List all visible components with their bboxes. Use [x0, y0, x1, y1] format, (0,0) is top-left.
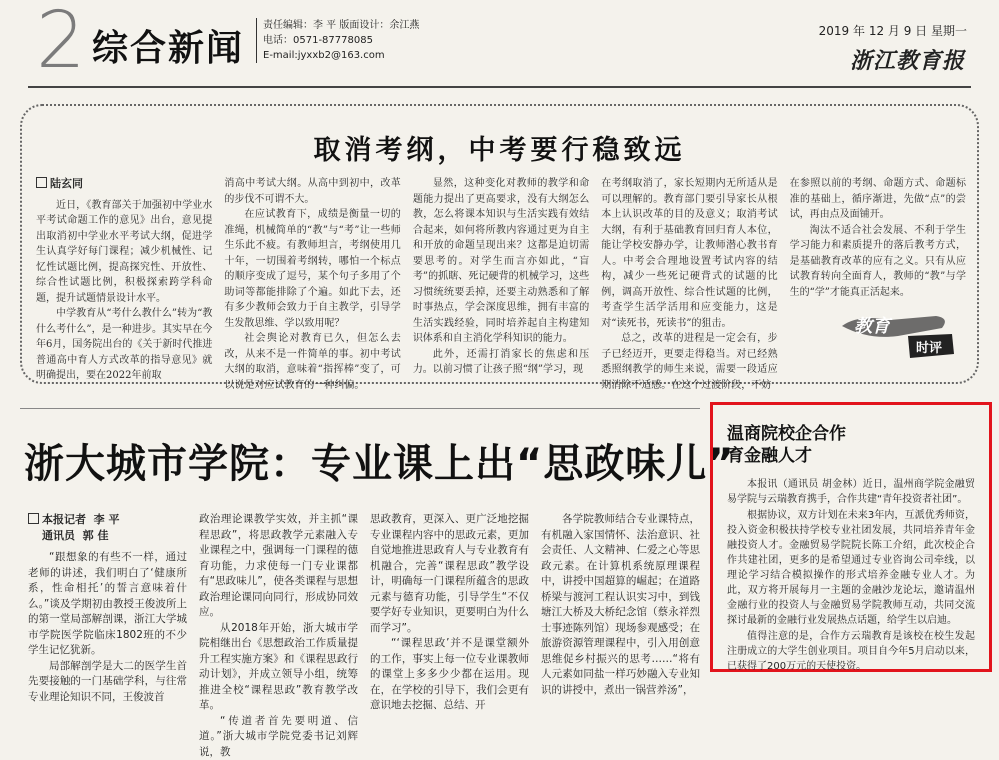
logo-small-text: 时评 [916, 340, 942, 356]
paragraph: 政治理论课教学实效，并主抓“课程思政”，将思政教学元素融入专业课程之中，强调每一门课程的德育功能，力求使每一门专业课都有“思政味儿”，使各类课程与思想政治理论课同向同行，形成协同效应。 [199, 512, 358, 621]
feature-column-1 [28, 512, 187, 679]
logo-big-text: 教育 [854, 316, 893, 337]
email-line: E-mail:jyxxb2@163.com [263, 48, 419, 63]
feature-body [28, 512, 700, 679]
feature-column-2 [199, 512, 358, 679]
paragraph: 在考纲取消了，家长短期内无所适从是可以理解的。教育部门要引导家长从根本上认识改革的目的及意义；取消考试大纲，有利于基础教育回归育人本位，能让学校安静办学，让教师潜心教书育人。中考会合理地设置考试内容的结构，减少一些死记硬背式的试题的比例，调高开放性、综合性试题的比例，考查学生活学活用和应变能力，这是对“读死书，死读书”的狙击。 [601, 176, 777, 331]
phone-line: 电话：0571-87778085 [263, 33, 419, 48]
paragraph: 思政教育，更深入、更广泛地挖掘专业课程内容中的思政元素，更加自觉地推进思政育人与专业教育有机融合，完善“课程思政”教学设计，明确每一门课程所蕴含的思政元素与德育功能，引导学生“不仅要学好专业知识，更要明白为什么而学习”。 [370, 512, 529, 636]
contributor-label: 通讯员 [42, 529, 75, 542]
editorial-column-1 [36, 176, 212, 372]
page-number: 2 [36, 2, 86, 80]
section-title: 综合新闻 [92, 20, 244, 71]
paragraph: 根据协议，双方计划在未来3年内，互派优秀师资，投入资金积极扶持学校专业社团发展，共同培养青年金融投资人才。金融贸易学院院长陈工介绍，此次校企合作共建社团，更多的是希望通过专业咨询公司牵线，以理论学习结合模拟操作的形式培养金融专业人才。为此，双方将开展每月一主题的金融沙龙论坛，邀请温州金融行业的投资人与金融贸易学院教师互动，共同交流探讨最新的金融行业发展热点话题，给学生以启迪。 [727, 508, 975, 628]
paragraph: 在参照以前的考纲、命题方式、命题标准的基础上，循序渐进，先做“点”的尝试，再由点及面铺开。 [790, 176, 966, 223]
editorial-column-4 [601, 176, 777, 372]
paragraph: 从2018年开始，浙大城市学院相继出台《思想政治工作质量提升工程实施方案》和《课程思政行动计划》，并成立领导小组，统筹推进全校“课程思政”教育教学改革。 [199, 621, 358, 714]
editorial-title: 取消考纲，中考要行稳致远 [0, 128, 999, 167]
paragraph: 显然，这种变化对教师的教学和命题能力提出了更高要求，没有大纲怎么教，怎么将课本知识与生活实践有效结合起来，如何将所教内容通过更为自主和开放的命题呈现出来？这都是迫切需要思考的。对学生而言亦如此，“盲考”的抓瞎、死记硬背的机械学习，这些习惯统统要丢掉，还要主动熟悉和了解时事热点，学会深度思维，拥有丰富的生活实践经验，同时培养起自主构建知识体系和自主消化学科知识的能力。 [413, 176, 589, 347]
side-article-body [727, 477, 975, 674]
paragraph: “‘课程思政’并不是课堂额外的工作，事实上每一位专业课教师的课堂上多多少少都在运用。现在，在学校的引导下，我们会更有意识地去挖掘、总结、开 [370, 636, 529, 714]
feature-headline: 浙大城市学院：专业课上出“思政味儿” [24, 432, 735, 489]
reporter-label: 本报记者 [28, 513, 86, 526]
side-article-title [727, 423, 975, 467]
issue-date: 2019 年 12 月 9 日 星期一 [819, 22, 967, 39]
feature-column-4 [541, 512, 700, 679]
paragraph: 近日，《教育部关于加强初中学业水平考试命题工作的意见》出台，意见提出取消初中学业水平考试大纲，促进学生认真学好每门课程；减少机械性、记忆性试题比例，提高探究性、开放性、综合性试题比例，积极探索跨学科命题，提升试题情景设计水平。 [36, 198, 212, 307]
editor-line: 责任编辑：李 平 版面设计：余江燕 [263, 18, 419, 33]
credits-block [256, 18, 419, 63]
paragraph: 本报讯（通讯员 胡金林）近日，温州商学院金融贸易学院与云瑞教育携手，合作共建“青年投资者社团”。 [727, 477, 975, 507]
paper-name-logo: 浙江教育报 [850, 44, 965, 75]
editorial-author: 陆玄同 [36, 176, 212, 192]
contributor-name: 郭 佳 [83, 529, 109, 542]
reporter-name: 李 平 [94, 513, 120, 526]
commentary-logo-icon [838, 306, 958, 362]
paragraph: 社会舆论对教育已久，但怎么去改，从来不是一件简单的事。初中考试大纲的取消，意味着“指挥棒”变了，可以说是对应试教育的一种纠偏。 [224, 331, 400, 393]
editorial-column-3 [413, 176, 589, 372]
paragraph: 各学院教师结合专业课特点，有机融入家国情怀、法治意识、社会责任、人文精神、仁爱之心等思政元素。在计算机系统原理课程中，讲授中国超算的崛起；在道路桥梁与渡河工程认识实习中，到钱塘江大桥及大桥纪念馆（蔡永祥烈士事迹陈列馆）现场参观感受；在旅游资源管理课程中，引入用创意思维促乡村振兴的思考……“将有人元素如同盐一样巧妙融入专业知识的讲授中，煮出一锅营养汤”， [541, 512, 700, 698]
side-title-line-1: 温商院校企合作 [727, 423, 975, 445]
side-title-line-2: 育金融人才 [727, 445, 975, 467]
feature-column-3 [370, 512, 529, 679]
masthead-divider [28, 86, 971, 88]
feature-top-rule [20, 408, 700, 409]
paragraph: 值得注意的是，合作方云瑞教育是该校在校生发起注册成立的大学生创业项目。项目自今年5月启动以来，已获得了200万元的天使投资。 [727, 629, 975, 674]
highlighted-news-item [710, 402, 992, 672]
paragraph: 中学教育从“考什么教什么”转为“教什么考什么”，是一种进步。其实早在今年6月，国务院出台的《关于新时代推进普通高中育人方式改革的指导意见》就明确提出，要在2022年前取 [36, 306, 212, 384]
paragraph: 淘汰不适合社会发展、不利于学生学习能力和素质提升的落后教考方式，是基础教育改革的应有之义。只有从应试教育转向全面育人，教师的“教”与学生的“学”才能真正活起来。 [790, 223, 966, 301]
feature-byline [28, 512, 187, 544]
paragraph: “跟想象的有些不一样，通过老师的讲述，我们明白了‘健康所系，性命相托’的誓言意味着什么。”谈及学期初由教授王俊波所上的第一堂局部解剖课，浙江大学城市学院医学院临床1802班的不少学生记忆犹新。 [28, 550, 187, 659]
paragraph: 总之，改革的进程是一定会有，步子已经迈开，更要走得稳当。对已经熟悉照纲教学的师生来说，需要一段适应期消除不适感。在这个过渡阶段，不妨 [601, 331, 777, 393]
editorial-column-2 [224, 176, 400, 372]
editorial-body [36, 176, 966, 372]
paragraph: 局部解剖学是大二的医学生首先要接触的一门基础学科，与往常专业理论知识不同，王俊波首 [28, 659, 187, 706]
paragraph: 在应试教育下，成绩是衡量一切的准绳，机械简单的“教”与“考”让一些师生乐此不疲。有教师坦言，考纲使用几十年，一切围着考纲转，哪怕一个标点的顺序变成了逗号，某个句子多用了个助词等都能排除了个遍。如此下去，还有多少教师会致力于自主教学，引导学生发散思维、学以致用呢？ [224, 207, 400, 331]
paragraph: 此外，还需打消家长的焦虑和压力。以前习惯了让孩子照“纲”学习，现 [413, 347, 589, 378]
paragraph: 消高中考试大纲。从高中到初中，改革的步伐不可谓不大。 [224, 176, 400, 207]
paragraph: “传道者首先要明道、信道。”浙大城市学院党委书记刘辉说，教 [199, 714, 358, 760]
